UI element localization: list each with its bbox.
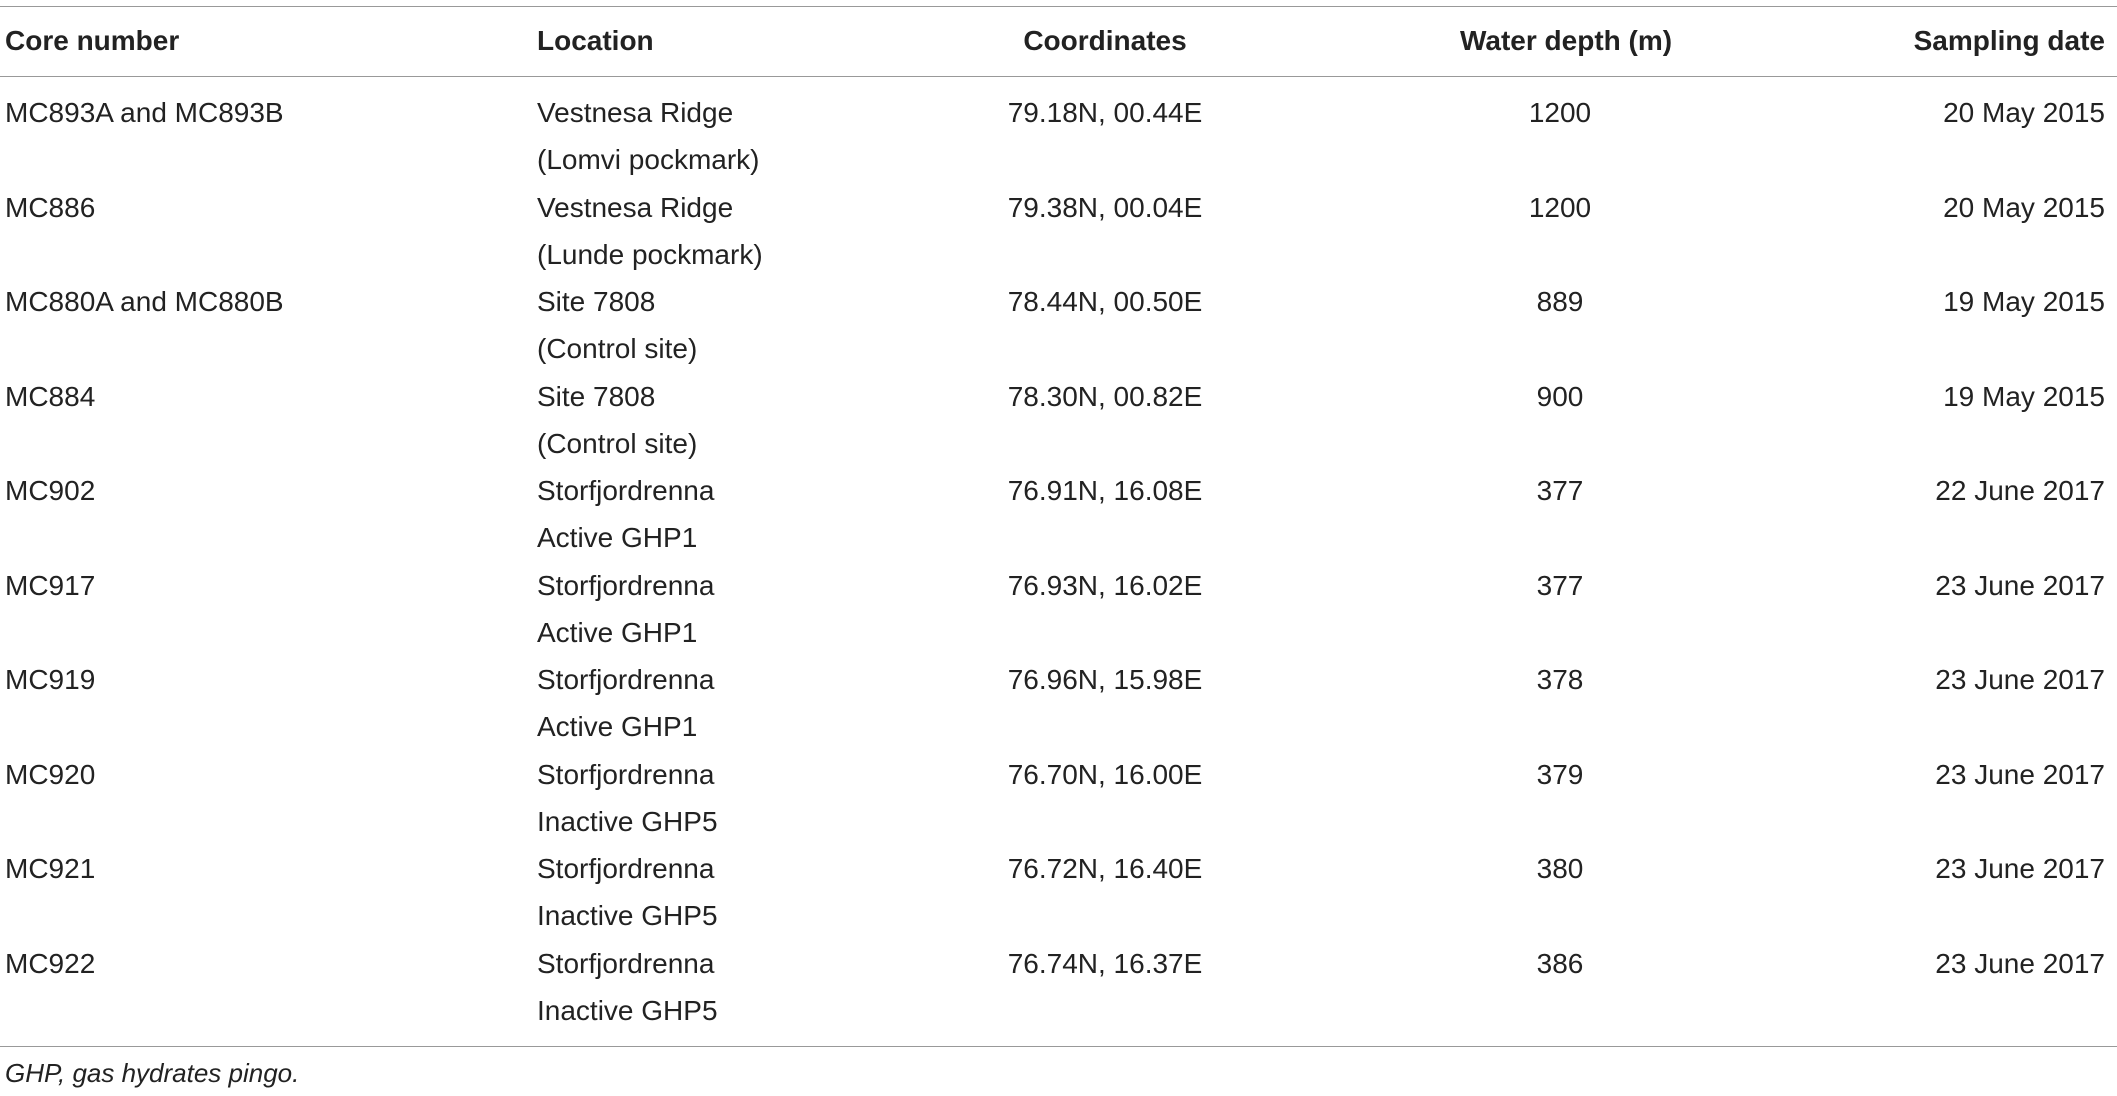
water-depth-cell: 377 [1536,475,1584,506]
water-depth-cell: 889 [1536,286,1584,317]
water-depth-cell: 378 [1536,664,1584,695]
water-depth-cell: 386 [1536,947,1584,979]
coordinates-cell: 79.18N, 00.44E [1007,97,1203,128]
location-detail-cell: (Lunde pockmark) [537,238,763,270]
location-detail-cell: Inactive GHP5 [537,994,718,1026]
sampling-date-cell: 23 June 2017 [1935,853,2105,884]
sampling-date-cell: 23 June 2017 [1935,758,2105,790]
core-number-cell: MC893A and MC893B [5,97,284,128]
coordinates-cell: 76.96N, 15.98E [1007,664,1203,695]
coordinates-cell: 79.38N, 00.04E [1007,191,1203,223]
location-detail-cell: Active GHP1 [537,711,698,742]
sampling-date-cell: 23 June 2017 [1935,947,2105,979]
location-detail-cell: (Control site) [537,333,698,364]
sampling-date-cell: 19 May 2015 [1943,286,2105,317]
header-location: Location [537,25,654,56]
sampling-date-cell: 20 May 2015 [1943,97,2105,128]
core-number-cell: MC919 [5,664,96,695]
coordinates-cell: 76.93N, 16.02E [1007,569,1203,601]
location-cell: Storfjordrenna [537,947,715,979]
location-cell: Storfjordrenna [537,664,715,695]
core-number-cell: MC884 [5,380,96,412]
location-detail-cell: (Control site) [537,427,698,459]
table-bottom-rule [0,1046,2117,1047]
water-depth-cell: 900 [1536,380,1584,412]
core-number-cell: MC920 [5,758,96,790]
location-cell: Storfjordrenna [537,853,715,884]
coordinates-cell: 76.70N, 16.00E [1007,758,1203,790]
coordinates-cell: 78.30N, 00.82E [1007,380,1203,412]
coordinates-cell: 76.72N, 16.40E [1007,853,1203,884]
location-cell: Vestnesa Ridge [537,191,734,223]
location-cell: Storfjordrenna [537,758,715,790]
core-number-cell: MC886 [5,191,96,223]
location-detail-cell: Active GHP1 [537,616,698,648]
location-detail-cell: Active GHP1 [537,522,698,553]
sampling-date-cell: 23 June 2017 [1935,569,2105,601]
coordinates-cell: 76.74N, 16.37E [1007,947,1203,979]
sampling-date-cell: 19 May 2015 [1943,380,2105,412]
location-cell: Storfjordrenna [537,475,715,506]
location-detail-cell: Inactive GHP5 [537,805,718,837]
water-depth-cell: 380 [1536,853,1584,884]
table-top-rule [0,6,2117,7]
header-coordinates: Coordinates [1023,25,1187,56]
location-cell: Site 7808 [537,286,656,317]
table-footnote: GHP, gas hydrates pingo. [5,1058,300,1088]
core-number-cell: MC880A and MC880B [5,286,284,317]
header-sampling-date: Sampling date [1913,25,2105,56]
water-depth-cell: 379 [1536,758,1584,790]
header-water-depth: Water depth (m) [1460,25,1673,56]
sampling-date-cell: 22 June 2017 [1935,475,2105,506]
sampling-date-cell: 20 May 2015 [1943,191,2105,223]
core-number-cell: MC922 [5,947,96,979]
core-number-cell: MC921 [5,853,96,884]
location-detail-cell: (Lomvi pockmark) [537,144,760,175]
water-depth-cell: 1200 [1528,97,1592,128]
core-number-cell: MC902 [5,475,96,506]
water-depth-cell: 1200 [1528,191,1592,223]
coordinates-cell: 78.44N, 00.50E [1007,286,1203,317]
core-number-cell: MC917 [5,569,96,601]
location-detail-cell: Inactive GHP5 [537,900,718,931]
location-cell: Site 7808 [537,380,656,412]
location-cell: Storfjordrenna [537,569,715,601]
water-depth-cell: 377 [1536,569,1584,601]
table-header-rule [0,76,2117,77]
sampling-date-cell: 23 June 2017 [1935,664,2105,695]
header-core-number: Core number [5,25,180,56]
coordinates-cell: 76.91N, 16.08E [1007,475,1203,506]
location-cell: Vestnesa Ridge [537,97,734,128]
